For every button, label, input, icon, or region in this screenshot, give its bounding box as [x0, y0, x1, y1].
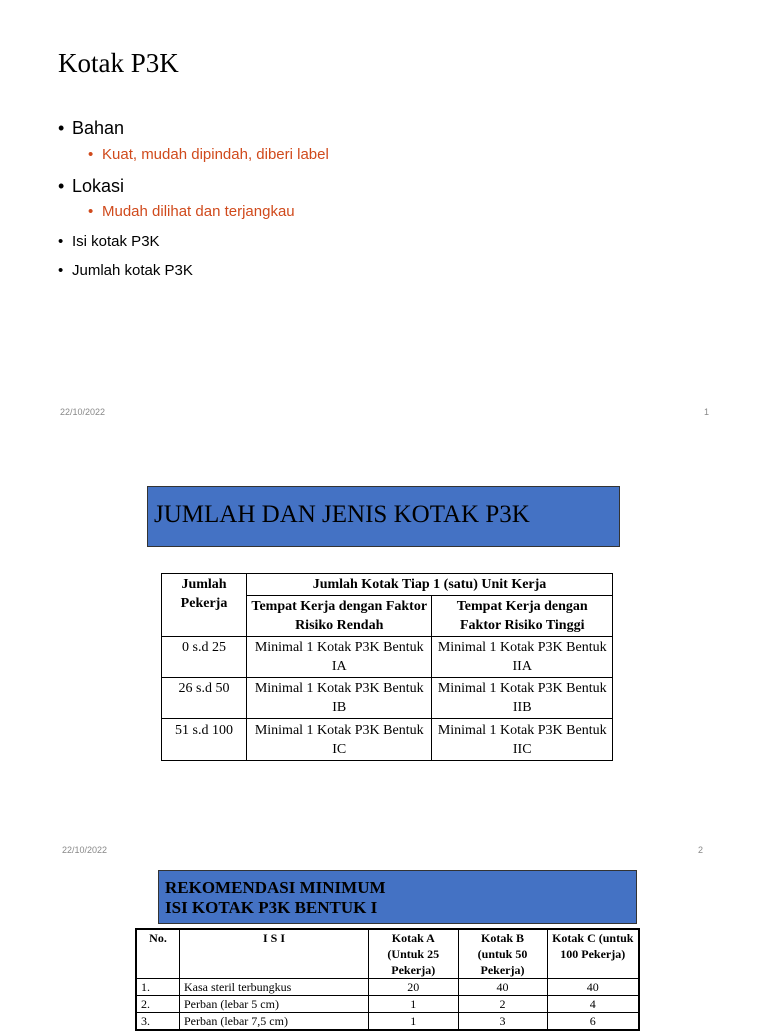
col-risiko-rendah: Tempat Kerja dengan Faktor Risiko Rendah: [247, 596, 432, 637]
cell-isi: Kasa steril terbungkus: [180, 979, 369, 996]
bullet-text: Isi kotak P3K: [72, 233, 160, 250]
cell-isi: Perban (lebar 5 cm): [180, 996, 369, 1013]
cell-c: 40: [547, 979, 639, 996]
cell-high: Minimal 1 Kotak P3K Bentuk IIB: [432, 678, 613, 719]
slide1-page-number: 1: [704, 407, 710, 417]
sub-bullet-text: Mudah dilihat dan terjangkau: [102, 203, 295, 220]
col-jumlah-pekerja: Jumlah Pekerja: [162, 574, 247, 637]
bullet-text: Jumlah kotak P3K: [72, 262, 193, 279]
col-risiko-tinggi: Tempat Kerja dengan Faktor Risiko Tinggi: [432, 596, 613, 637]
slide2-title: JUMLAH DAN JENIS KOTAK P3K: [154, 501, 530, 528]
cell-no: 2.: [136, 996, 180, 1013]
bullet-dot: •: [88, 203, 94, 220]
cell-high: Minimal 1 Kotak P3K Bentuk IIC: [432, 719, 613, 761]
slide3-title-line2: ISI KOTAK P3K BENTUK I: [165, 898, 378, 917]
col-isi: I S I: [180, 929, 369, 979]
table-row: [162, 719, 613, 761]
sub-bullet-bahan: [88, 146, 329, 163]
bullet-dot: •: [58, 233, 64, 250]
cell-low: Minimal 1 Kotak P3K Bentuk IC: [247, 719, 432, 761]
slide1-date: 22/10/2022: [60, 407, 106, 417]
col-kotak-c: Kotak C (untuk 100 Pekerja): [547, 929, 639, 979]
table-row: [136, 1013, 639, 1031]
slide1-title: Kotak P3K: [58, 48, 179, 78]
slide3-title-box: [158, 870, 637, 924]
cell-c: 4: [547, 996, 639, 1013]
bullet-dot: •: [58, 262, 64, 279]
cell-b: 40: [458, 979, 547, 996]
bullet-dot: •: [88, 146, 94, 163]
cell-range: 51 s.d 100: [162, 719, 247, 761]
cell-a: 20: [369, 979, 459, 996]
cell-range: 0 s.d 25: [162, 637, 247, 678]
col-kotak-a: Kotak A (Untuk 25 Pekerja): [369, 929, 459, 979]
table-row: [136, 979, 639, 996]
bullet-dot: •: [58, 118, 65, 138]
table-row: [162, 678, 613, 719]
cell-no: 3.: [136, 1013, 180, 1031]
isi-kotak-table: [135, 928, 640, 1031]
slide3-title-line1: REKOMENDASI MINIMUM: [165, 878, 386, 897]
kotak-count-table: [161, 573, 613, 761]
bullet-bahan: [58, 118, 125, 139]
cell-range: 26 s.d 50: [162, 678, 247, 719]
cell-isi: Perban (lebar 7,5 cm): [180, 1013, 369, 1031]
cell-b: 3: [458, 1013, 547, 1031]
cell-no: 1.: [136, 979, 180, 996]
sub-bullet-lokasi: [88, 203, 295, 220]
cell-low: Minimal 1 Kotak P3K Bentuk IA: [247, 637, 432, 678]
slide2-date: 22/10/2022: [62, 845, 108, 855]
cell-c: 6: [547, 1013, 639, 1031]
cell-high: Minimal 1 Kotak P3K Bentuk IIA: [432, 637, 613, 678]
slide2-page-number: 2: [698, 845, 704, 855]
cell-a: 1: [369, 996, 459, 1013]
col-no: No.: [136, 929, 180, 979]
cell-low: Minimal 1 Kotak P3K Bentuk IB: [247, 678, 432, 719]
bullet-jumlah: [58, 262, 193, 279]
col-group-header: Jumlah Kotak Tiap 1 (satu) Unit Kerja: [247, 574, 613, 596]
bullet-isi: [58, 233, 160, 250]
bullet-text: Bahan: [72, 118, 125, 138]
sub-bullet-text: Kuat, mudah dipindah, diberi label: [102, 146, 329, 163]
cell-b: 2: [458, 996, 547, 1013]
cell-a: 1: [369, 1013, 459, 1031]
col-kotak-b: Kotak B (untuk 50 Pekerja): [458, 929, 547, 979]
slide2-title-box: [147, 486, 620, 547]
bullet-dot: •: [58, 176, 65, 196]
table-row: [136, 996, 639, 1013]
table-row: [162, 637, 613, 678]
bullet-lokasi: [58, 176, 125, 197]
bullet-text: Lokasi: [72, 176, 125, 196]
